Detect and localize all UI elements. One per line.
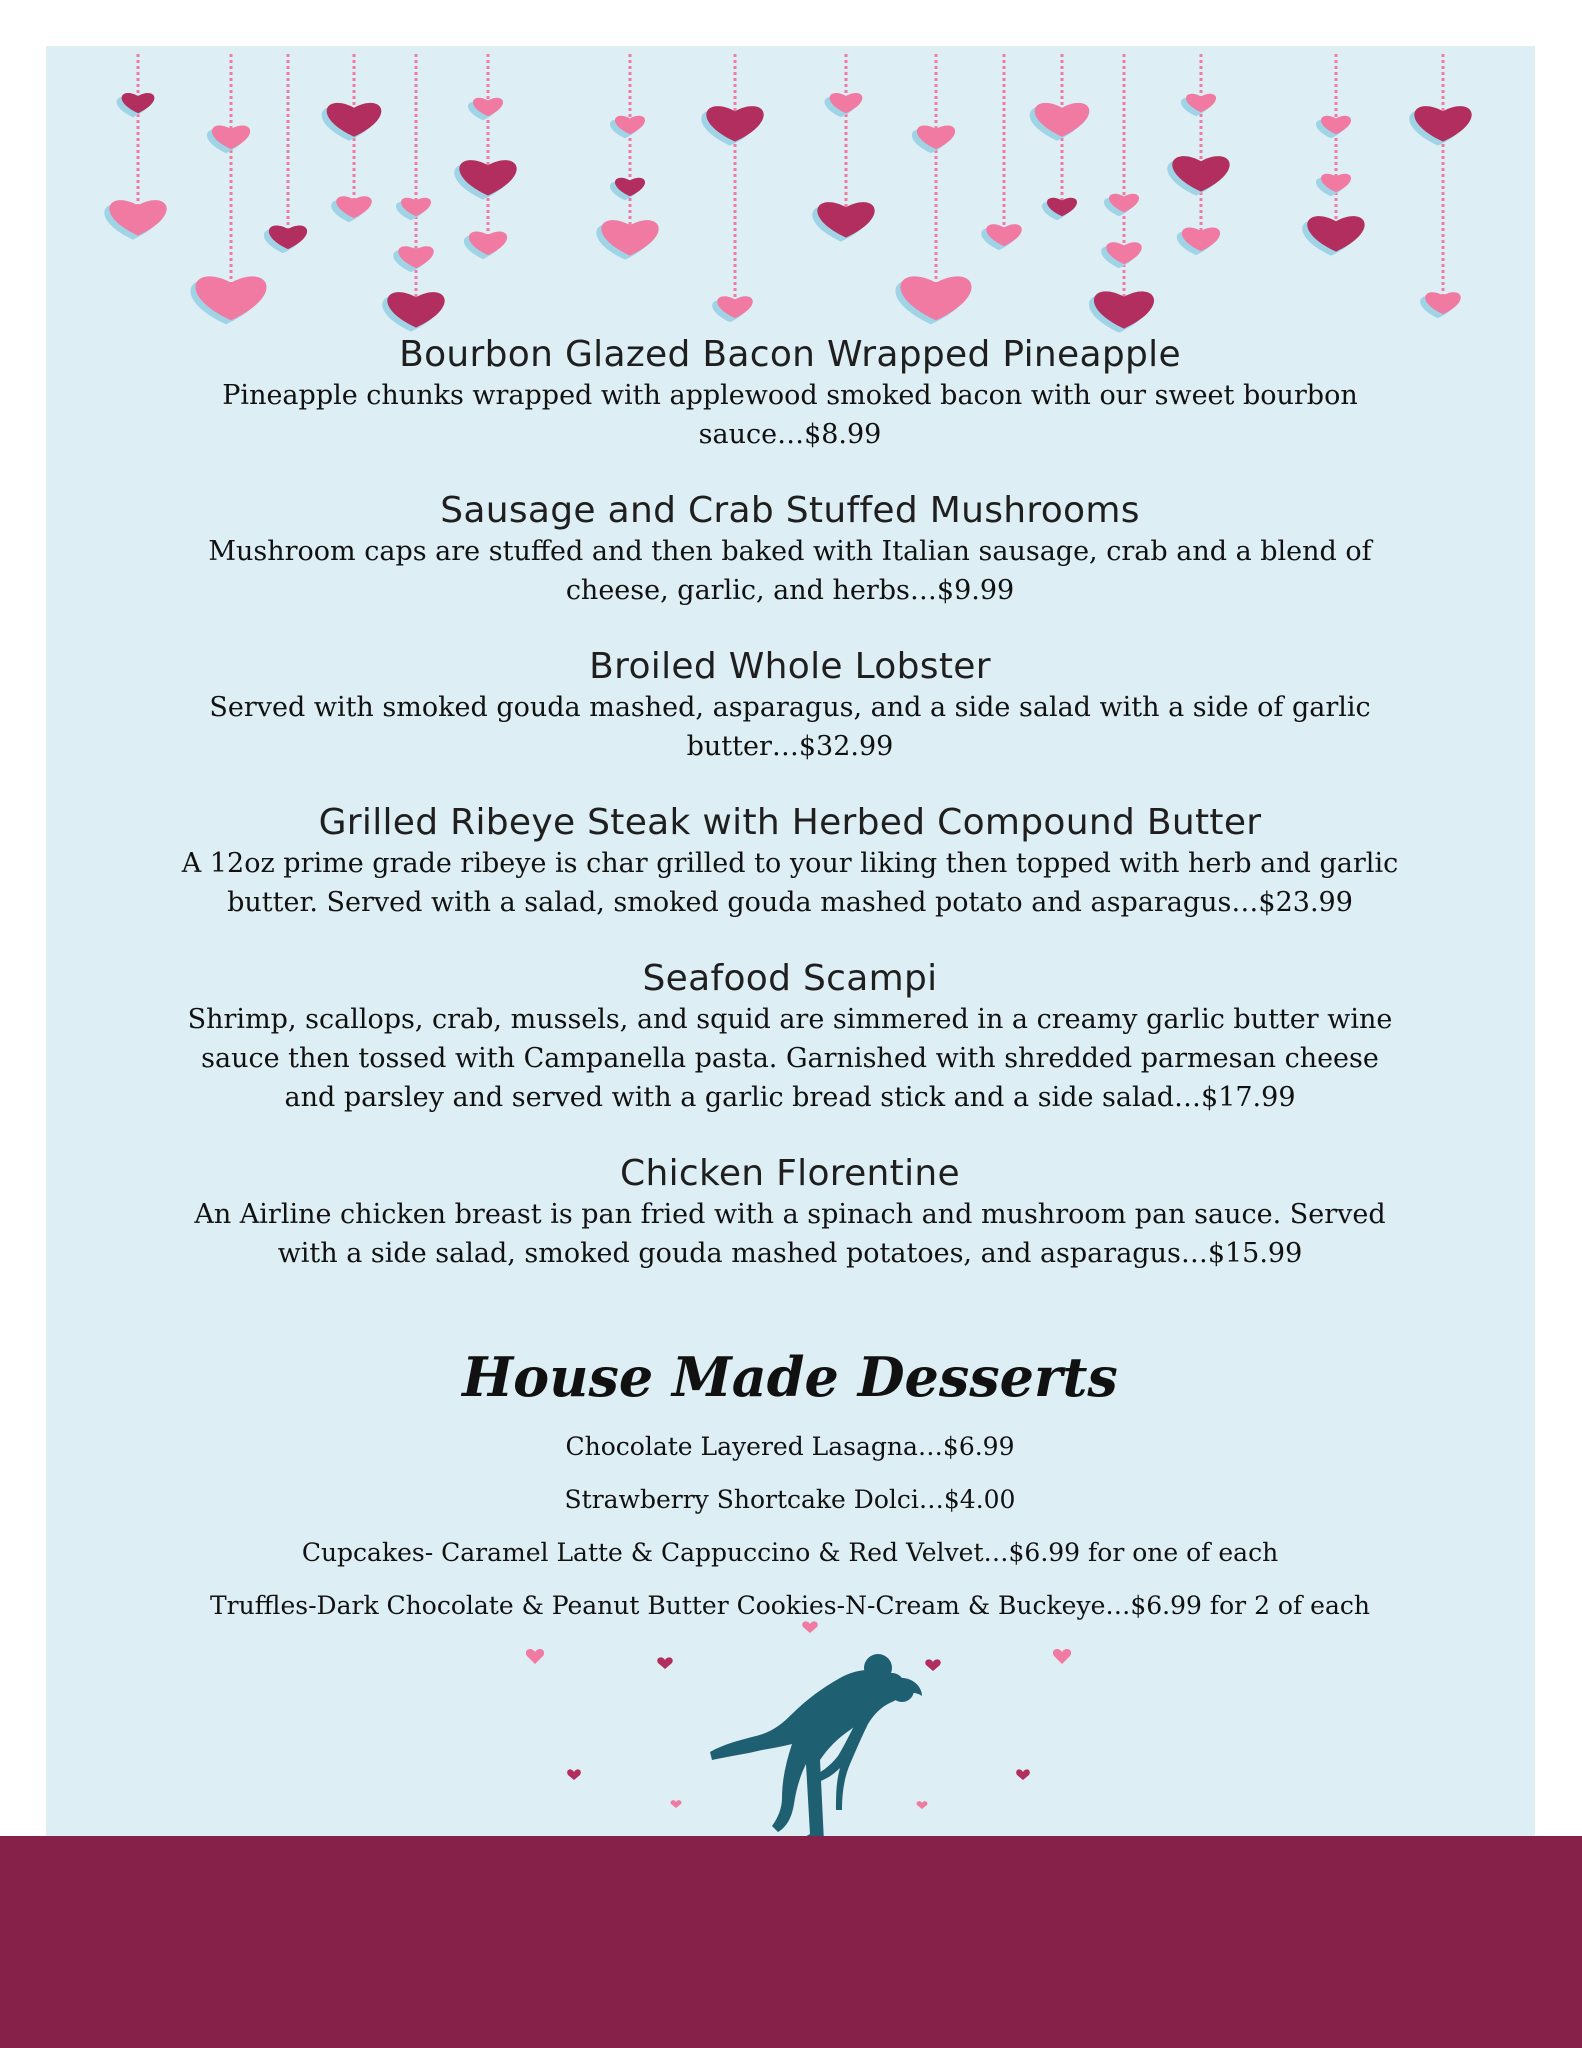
small-heart-icon [925, 1659, 940, 1671]
footer-band [0, 1836, 1582, 2048]
desserts-heading: House Made Desserts [462, 1345, 1118, 1409]
menu-item [150, 490, 1430, 610]
small-heart-icon [567, 1769, 581, 1780]
menu-item-description: An Airline chicken breast is pan fried with a spinach and mushroom pan sauce. Served with a side salad, smoked gouda mashed potatoes, and asparagus…$15.99 [194, 1199, 1386, 1269]
menu-item-title: Sausage and Crab Stuffed Mushrooms [440, 490, 1140, 531]
menu-item-title: Seafood Scampi [642, 958, 938, 999]
dessert-item: Cupcakes- Caramel Latte & Cappuccino & Red Velvet…$6.99 for one of each [301, 1538, 1279, 1567]
heart-icon [195, 276, 266, 320]
desserts-section [150, 1342, 1430, 1632]
small-heart-icon [1053, 1649, 1071, 1664]
small-heart-icon [671, 1800, 682, 1808]
menu-item-title: Bourbon Glazed Bacon Wrapped Pineapple [399, 334, 1181, 375]
menu-item [150, 334, 1430, 454]
dancing-couple-illustration [500, 1610, 1080, 1850]
small-heart-icon [526, 1649, 544, 1664]
dessert-item: Chocolate Layered Lasagna…$6.99 [565, 1432, 1015, 1461]
dessert-item: Strawberry Shortcake Dolci…$4.00 [564, 1485, 1016, 1514]
menu-item-title: Broiled Whole Lobster [589, 646, 991, 687]
dessert-item: Truffles-Dark Chocolate & Peanut Butter Cookies-N-Cream & Buckeye…$6.99 for 2 of each [210, 1591, 1370, 1620]
small-heart-icon [917, 1801, 928, 1809]
small-heart-icon [1016, 1769, 1030, 1780]
heart-icon [900, 276, 971, 320]
menu-item-description: Shrimp, scallops, crab, mussels, and squid are simmered in a creamy garlic butter wine sauce then tossed with Campanella pasta. Garnished with shredded parmesan cheese and parsley and served with a garlic bread stick and a side salad…$17.99 [187, 1004, 1393, 1113]
menu-item-title: Grilled Ribeye Steak with Herbed Compound Butter [318, 802, 1262, 843]
menu-item [150, 646, 1430, 766]
menu-items-list [150, 334, 1430, 1309]
menu-item-description: Mushroom caps are stuffed and then baked with Italian sausage, crab and a blend of cheese, garlic, and herbs…$9.99 [208, 536, 1372, 606]
menu-item-title: Chicken Florentine [620, 1153, 960, 1194]
small-heart-icon [802, 1621, 817, 1633]
menu-item [150, 802, 1430, 922]
menu-item-description: Served with smoked gouda mashed, asparagus, and a side salad with a side of garlic butter…$32.99 [209, 692, 1371, 762]
menu-item [150, 958, 1430, 1117]
hanging-hearts-decoration [46, 46, 1535, 346]
menu-item-description: A 12oz prime grade ribeye is char grilled to your liking then topped with herb and garlic butter. Served with a salad, smoked gouda mashed potato and asparagus…$23.99 [181, 848, 1399, 918]
small-heart-icon [657, 1657, 672, 1669]
menu-item-description: Pineapple chunks wrapped with applewood smoked bacon with our sweet bourbon sauce…$8.99 [222, 380, 1358, 450]
couple-silhouette-icon [710, 1654, 922, 1848]
menu-item [150, 1153, 1430, 1273]
